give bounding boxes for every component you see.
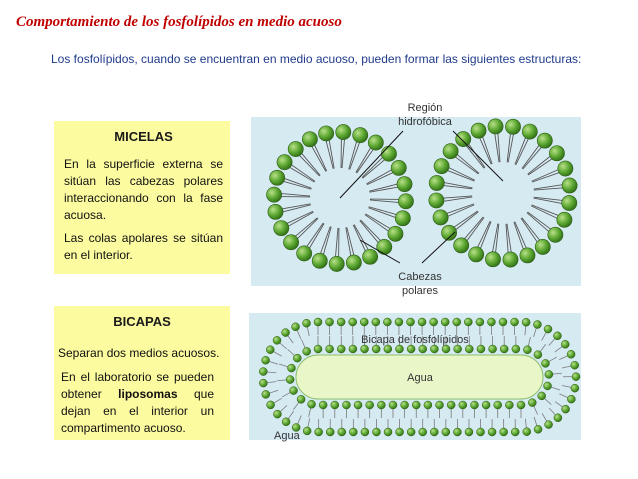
lipid-head: [349, 428, 357, 436]
lipid-head: [391, 160, 406, 175]
lipid-head: [424, 401, 432, 409]
lipid-head: [488, 119, 503, 134]
lipid-head: [312, 253, 327, 268]
lipid-head: [454, 345, 462, 353]
lipid-head: [465, 428, 473, 436]
lipid-head: [499, 318, 507, 326]
lipid-head: [384, 428, 392, 436]
lipid-head: [494, 401, 502, 409]
lipid-head: [383, 318, 391, 326]
lipid-head: [549, 146, 564, 161]
lipid-head: [287, 364, 295, 372]
micelas-heading: MICELAS: [114, 129, 173, 144]
lipid-head: [396, 428, 404, 436]
lipid-head: [282, 329, 290, 337]
lipid-head: [477, 345, 485, 353]
lipid-head: [485, 252, 500, 267]
label-water-inner: Agua: [407, 372, 433, 384]
lipid-head: [277, 155, 292, 170]
lipid-head: [464, 318, 472, 326]
lipid-head: [308, 400, 316, 408]
lipid-head: [572, 373, 580, 381]
lipid-head: [407, 318, 415, 326]
lipid-head: [303, 319, 311, 327]
lipid-head: [372, 318, 380, 326]
lipid-head: [303, 347, 311, 355]
lipid-head: [545, 421, 553, 429]
lipid-head: [407, 345, 415, 353]
lipid-head: [273, 410, 281, 418]
bicapas-text-1: Separan dos medios acuosos.: [58, 346, 220, 360]
lipid-head: [523, 428, 531, 436]
bicapas-heading: BICAPAS: [113, 314, 171, 329]
lipid-head: [522, 318, 530, 326]
lipid-head: [337, 318, 345, 326]
lipid-head: [336, 124, 351, 139]
lipid-head: [430, 428, 438, 436]
lipid-head: [459, 401, 467, 409]
lipid-head: [476, 318, 484, 326]
lipid-head: [571, 361, 579, 369]
lipid-head: [505, 401, 513, 409]
lipid-head: [456, 131, 471, 146]
lipid-head: [436, 401, 444, 409]
lipid-head: [372, 345, 380, 353]
lipid-head: [266, 346, 274, 354]
lipid-head: [262, 390, 270, 398]
lipid-head: [482, 401, 490, 409]
lipid-head: [293, 354, 301, 362]
lipid-head: [274, 221, 289, 236]
lipid-head: [326, 318, 334, 326]
lipid-head: [434, 159, 449, 174]
lipid-head: [534, 425, 542, 433]
lipid-head: [528, 399, 536, 407]
lipid-head: [471, 123, 486, 138]
lipid-head: [465, 345, 473, 353]
lipid-head: [329, 256, 344, 271]
lipid-head: [537, 133, 552, 148]
lipid-head: [384, 345, 392, 353]
lipid-head: [520, 248, 535, 263]
bicapas-text-2-after: que dejan en el interior un compartimento acuoso.: [61, 387, 214, 435]
lipid-head: [288, 141, 303, 156]
label-heads-1: Cabezas: [398, 271, 442, 283]
lipid-head: [395, 318, 403, 326]
lipid-head: [267, 401, 275, 409]
lipid-head: [297, 395, 305, 403]
lipid-head: [361, 428, 369, 436]
lipid-head: [453, 428, 461, 436]
lipid-head: [282, 418, 290, 426]
lipid-head: [453, 318, 461, 326]
lipid-head: [302, 132, 317, 147]
lipid-head: [286, 376, 294, 384]
lipid-head: [259, 368, 267, 376]
label-bilayer: Bicapa de fosfolípidos: [361, 334, 469, 346]
page-title: Comportamiento de los fosfolípidos en medio acuoso: [16, 14, 342, 30]
lipid-head: [366, 401, 374, 409]
lipid-head: [259, 379, 267, 387]
lipid-head: [395, 211, 410, 226]
lipid-head: [553, 332, 561, 340]
label-heads-2: polares: [401, 285, 439, 297]
lipid-head: [368, 135, 383, 150]
lipid-head: [360, 318, 368, 326]
lipid-head: [388, 226, 403, 241]
page-subtitle: Los fosfolípidos, cuando se encuentran en medio acuoso, pueden formar las siguientes estructuras:: [51, 52, 582, 66]
lipid-head: [429, 175, 444, 190]
lipid-head: [512, 345, 520, 353]
lipid-head: [561, 340, 569, 348]
lipid-head: [548, 227, 563, 242]
lipid-head: [541, 359, 549, 367]
lipid-head: [314, 345, 322, 353]
lipid-head: [319, 401, 327, 409]
lipid-head: [562, 405, 570, 413]
lipid-head: [533, 321, 541, 329]
lipid-head: [268, 204, 283, 219]
lipid-head: [442, 428, 450, 436]
lipid-head: [487, 318, 495, 326]
lipid-head: [338, 428, 346, 436]
label-water-outer: Agua: [274, 430, 300, 442]
lipid-head: [469, 247, 484, 262]
lipid-head: [558, 161, 573, 176]
lipid-head: [488, 428, 496, 436]
lipid-head: [443, 144, 458, 159]
lipid-head: [500, 345, 508, 353]
liposomas-term: liposomas: [118, 387, 178, 401]
lipid-head: [562, 178, 577, 193]
lipid-head: [430, 318, 438, 326]
lipid-head: [361, 345, 369, 353]
lipid-head: [500, 428, 508, 436]
lipid-head: [353, 128, 368, 143]
lipid-head: [477, 428, 485, 436]
lipid-head: [441, 318, 449, 326]
lipid-head: [270, 170, 285, 185]
lipid-head: [505, 119, 520, 134]
lipid-head: [557, 212, 572, 227]
lipid-head: [337, 345, 345, 353]
lipid-head: [567, 350, 575, 358]
lipid-head: [538, 392, 546, 400]
lipid-head: [315, 428, 323, 436]
lipid-head: [377, 239, 392, 254]
lipid-head: [447, 401, 455, 409]
lipid-head: [297, 246, 312, 261]
lipid-head: [363, 249, 378, 264]
lipid-head: [511, 428, 519, 436]
lipid-head: [429, 193, 444, 208]
lipid-head: [523, 346, 531, 354]
lipid-head: [283, 235, 298, 250]
micelas-text-1: En la superficie externa se sitúan las cabezas polares interaccionando con la fase acuosa.: [64, 157, 223, 222]
lipid-head: [290, 387, 298, 395]
lipid-head: [349, 318, 357, 326]
lipid-head: [535, 239, 550, 254]
lipid-head: [326, 428, 334, 436]
bicapas-text-2-before: En el laboratorio se pueden obtener: [61, 370, 214, 401]
lipid-head: [454, 238, 469, 253]
lipid-head: [407, 428, 415, 436]
lipid-head: [419, 345, 427, 353]
lipid-head: [544, 325, 552, 333]
lipid-head: [314, 318, 322, 326]
lipid-head: [567, 395, 575, 403]
label-region-2: hidrofóbica: [398, 116, 452, 128]
lipid-head: [522, 124, 537, 139]
lipid-head: [349, 345, 357, 353]
lipid-head: [326, 345, 334, 353]
lipid-head: [389, 401, 397, 409]
lipid-head: [571, 384, 579, 392]
lipid-head: [395, 345, 403, 353]
lipid-head: [262, 356, 270, 364]
lipid-head: [266, 187, 281, 202]
lipid-head: [433, 210, 448, 225]
lipid-head: [398, 194, 413, 209]
lipid-head: [372, 428, 380, 436]
lipid-head: [418, 318, 426, 326]
lipid-head: [470, 401, 478, 409]
lipid-head: [377, 401, 385, 409]
label-region-1: Región: [407, 102, 443, 114]
lipid-head: [273, 336, 281, 344]
lipid-head: [397, 177, 412, 192]
lipid-head: [503, 252, 518, 267]
lipid-head: [562, 195, 577, 210]
lipid-head: [319, 126, 334, 141]
lipid-head: [442, 345, 450, 353]
lipid-head: [534, 351, 542, 359]
lipid-head: [545, 370, 553, 378]
lipid-head: [346, 255, 361, 270]
lipid-head: [342, 401, 350, 409]
lipid-head: [544, 382, 552, 390]
lipid-head: [354, 401, 362, 409]
lipid-head: [381, 146, 396, 161]
micelas-text-2: Las colas apolares se sitúan en el interior.: [64, 231, 223, 262]
lipid-head: [292, 323, 300, 331]
lipid-head: [303, 427, 311, 435]
lipid-head: [554, 414, 562, 422]
lipid-head: [430, 345, 438, 353]
lipid-head: [412, 401, 420, 409]
lipid-head: [517, 401, 525, 409]
lipid-head: [511, 318, 519, 326]
lipid-head: [489, 345, 497, 353]
lipid-head: [401, 401, 409, 409]
lipid-head: [419, 428, 427, 436]
lipid-head: [331, 401, 339, 409]
